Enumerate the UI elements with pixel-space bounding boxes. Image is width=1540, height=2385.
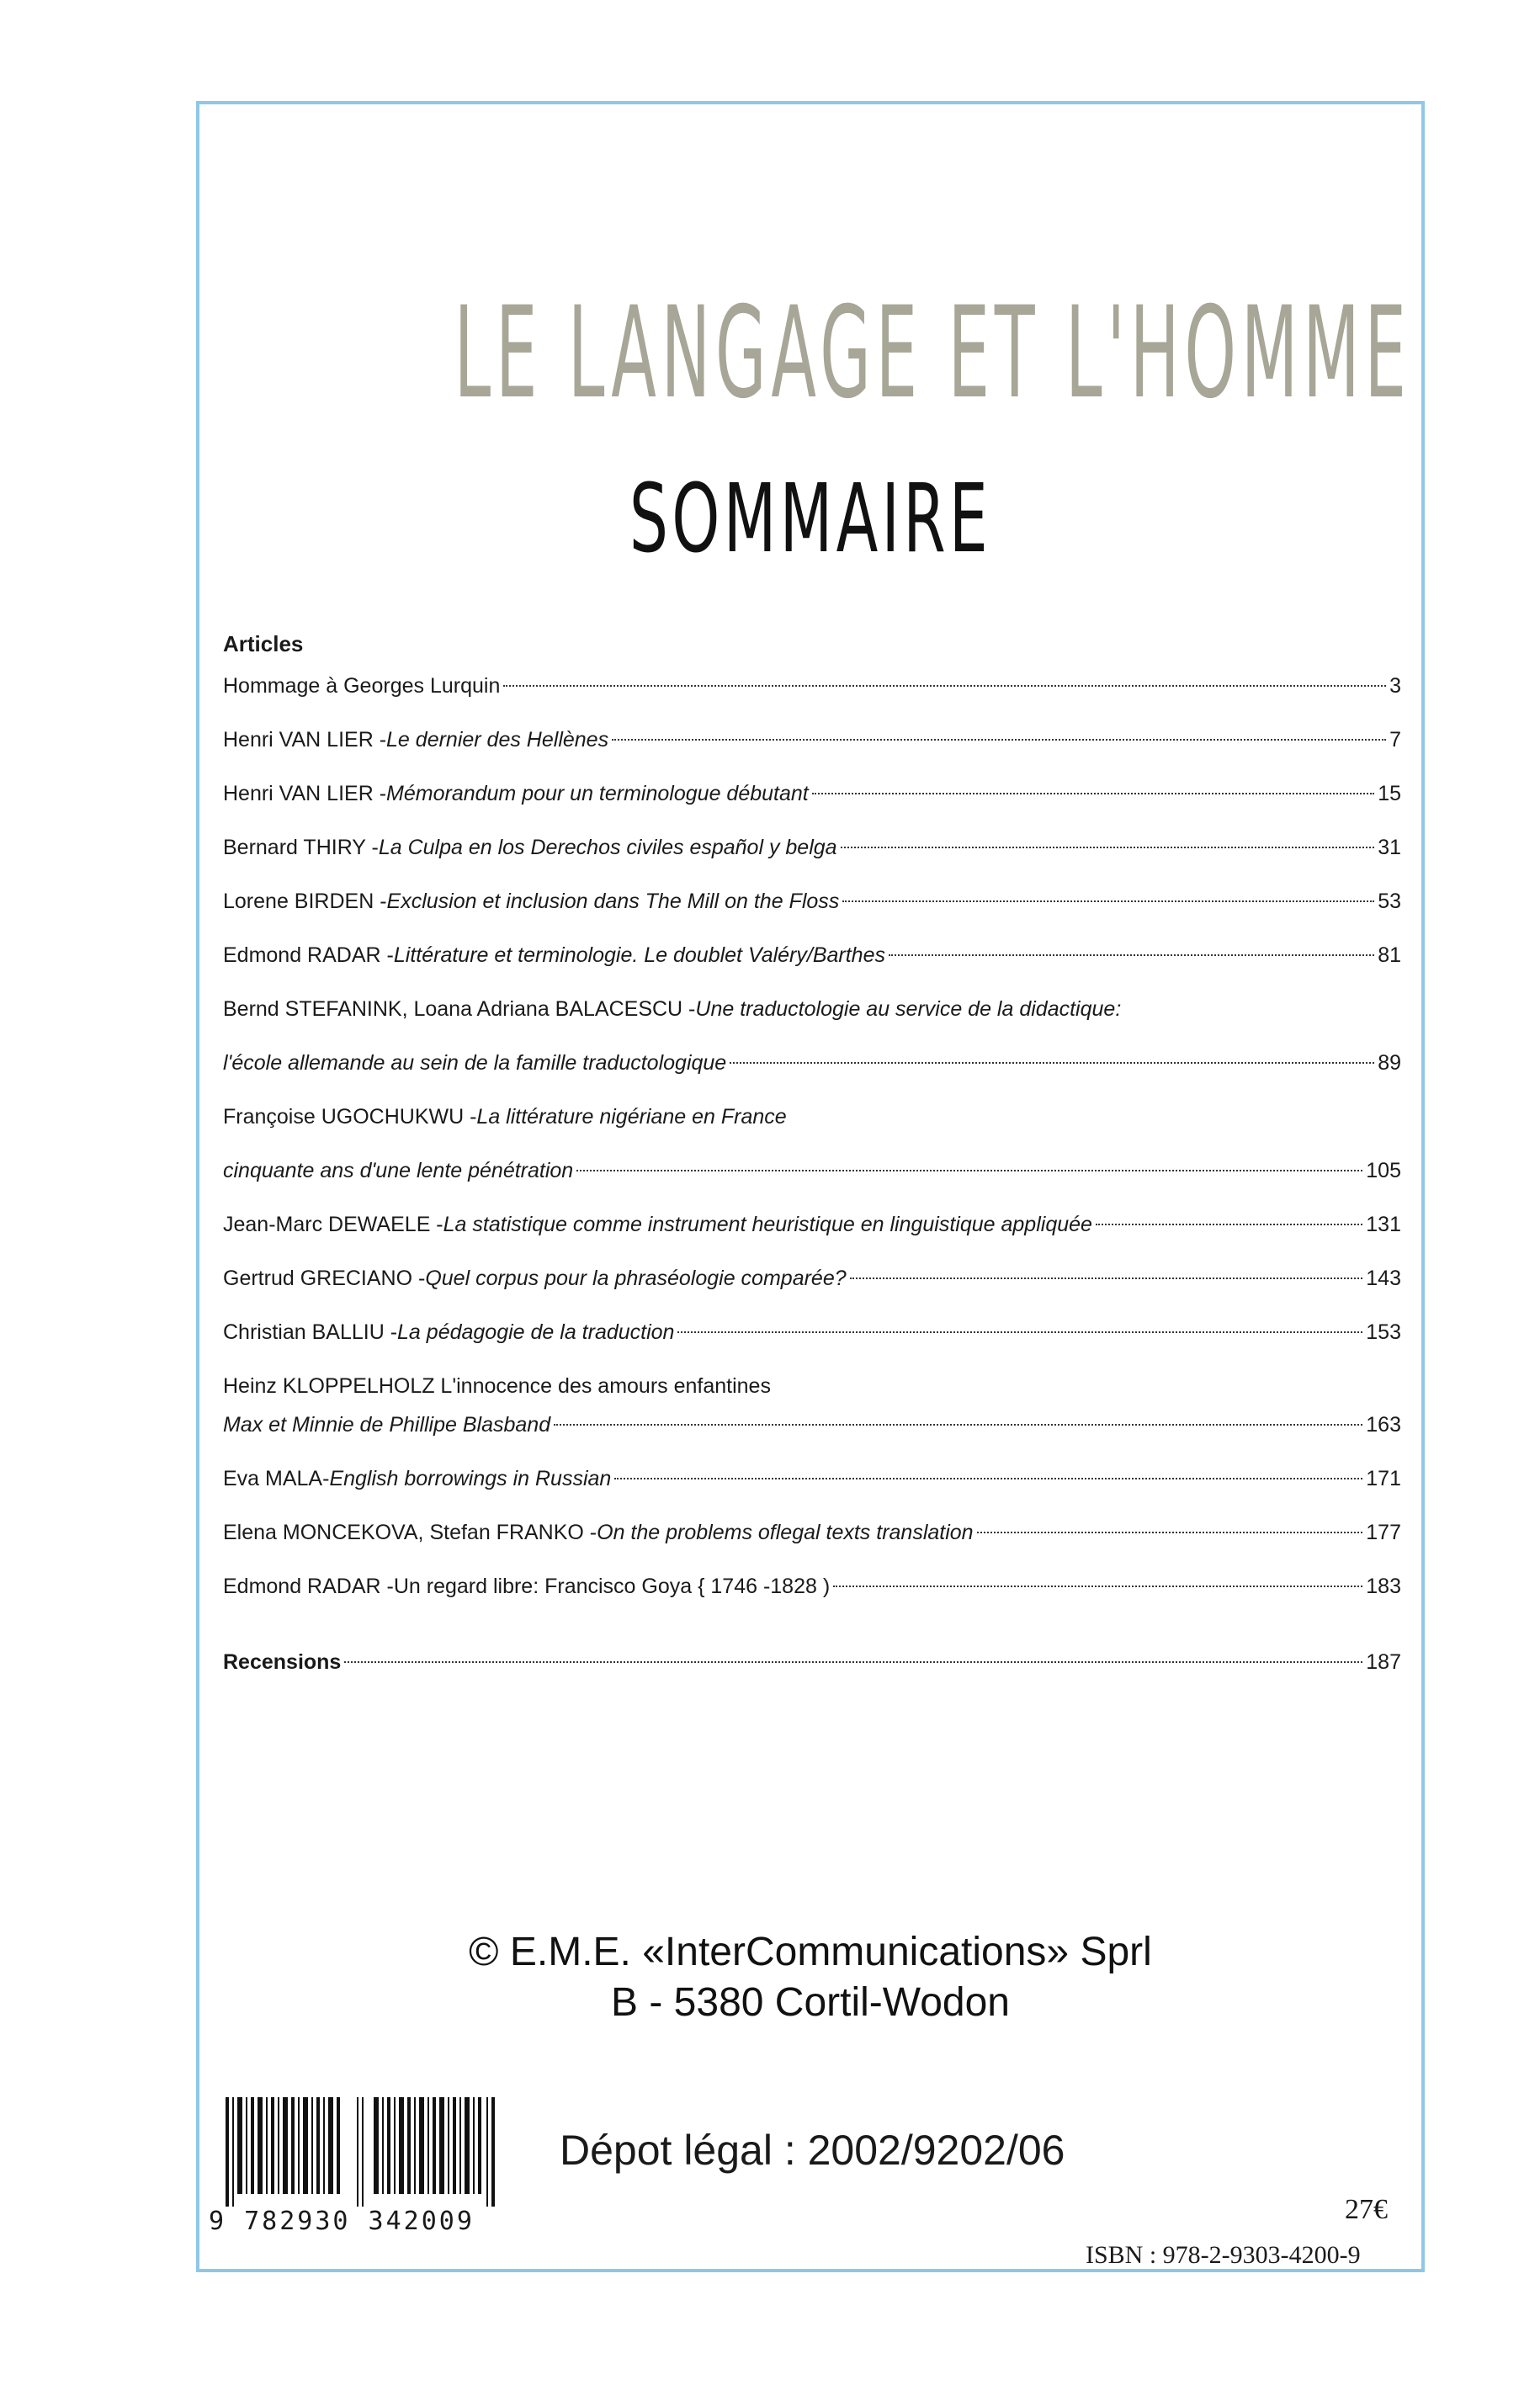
table-of-contents: [223, 669, 1401, 1746]
page-number: 177: [1366, 1521, 1401, 1544]
toc-entry: cinquante ans d'une lente pénétration 105: [223, 1154, 1401, 1187]
recensions-entry: Recensions 187: [223, 1645, 1401, 1679]
page-number: 143: [1366, 1267, 1401, 1290]
isbn: ISBN : 978-2-9303-4200-9: [1086, 2241, 1361, 2269]
page-number: 187: [1366, 1650, 1401, 1674]
page-number: 171: [1366, 1467, 1401, 1490]
articles-heading: Articles: [223, 631, 304, 656]
page-number: 15: [1378, 782, 1401, 805]
publisher-address: B - 5380 Cortil-Wodon: [611, 1980, 1010, 2025]
toc-entry: Edmond RADAR -Un regard libre: Francisco Goya { 1746 -1828 ) 183: [223, 1570, 1401, 1603]
journal-title: LE LANGAGE ET L'HOMME: [454, 280, 1411, 427]
toc-entry: Lorene BIRDEN - Exclusion et inclusion dans The Mill on the Floss 53: [223, 884, 1401, 918]
toc-entry: Max et Minnie de Phillipe Blasband 163: [223, 1408, 1401, 1442]
toc-entry: Bernd STEFANINK, Loana Adriana BALACESCU - Une traductologie au service de la didactique:: [223, 997, 1122, 1021]
toc-entry: Heinz KLOPPELHOLZ L'innocence des amours enfantines: [223, 1374, 771, 1398]
barcode-digits: 9 782930 342009: [209, 2207, 475, 2236]
toc-entry: Henri VAN LIER - Le dernier des Hellènes 7: [223, 723, 1401, 757]
page-number: 131: [1366, 1213, 1401, 1236]
page-number: 81: [1378, 943, 1401, 967]
toc-entry: Eva MALA- English borrowings in Russian 171: [223, 1462, 1401, 1495]
toc-entry: Bernard THIRY - La Culpa en los Derechos civiles español y belga 31: [223, 831, 1401, 864]
toc-entry: Henri VAN LIER - Mémorandum pour un terminologue débutant 15: [223, 777, 1401, 810]
page-number: 163: [1366, 1413, 1401, 1437]
price: 27€: [1345, 2194, 1388, 2225]
toc-entry: Christian BALLIU - La pédagogie de la traduction 153: [223, 1315, 1401, 1349]
page-number: 105: [1366, 1159, 1401, 1182]
page-number: 3: [1389, 674, 1401, 698]
toc-entry: Edmond RADAR - Littérature et terminologie. Le doublet Valéry/Barthes 81: [223, 938, 1401, 972]
page-number: 7: [1389, 728, 1401, 752]
toc-entry: Elena MONCEKOVA, Stefan FRANKO - On the problems oflegal texts translation 177: [223, 1516, 1401, 1549]
page-number: 183: [1366, 1575, 1401, 1598]
toc-entry: l'école allemande au sein de la famille traductologique 89: [223, 1046, 1401, 1080]
toc-entry: Gertrud GRECIANO - Quel corpus pour la phraséologie comparée? 143: [223, 1262, 1401, 1295]
toc-entry: Hommage à Georges Lurquin 3: [223, 669, 1401, 703]
page-number: 153: [1366, 1320, 1401, 1344]
depot-legal: Dépot légal : 2002/9202/06: [560, 2127, 1065, 2174]
publisher-name: © E.M.E. «InterCommunications» Sprl: [469, 1930, 1152, 1974]
toc-entry: Françoise UGOCHUKWU - La littérature nigériane en France: [223, 1105, 787, 1129]
barcode-image: [209, 2097, 520, 2207]
page-number: 89: [1378, 1051, 1401, 1075]
toc-entry: Jean-Marc DEWAELE - La statistique comme instrument heuristique en linguistique appliquée 131: [223, 1208, 1401, 1241]
page-number: 53: [1378, 890, 1401, 913]
page-number: 31: [1378, 836, 1401, 859]
sommaire-heading: SOMMAIRE: [629, 465, 992, 574]
